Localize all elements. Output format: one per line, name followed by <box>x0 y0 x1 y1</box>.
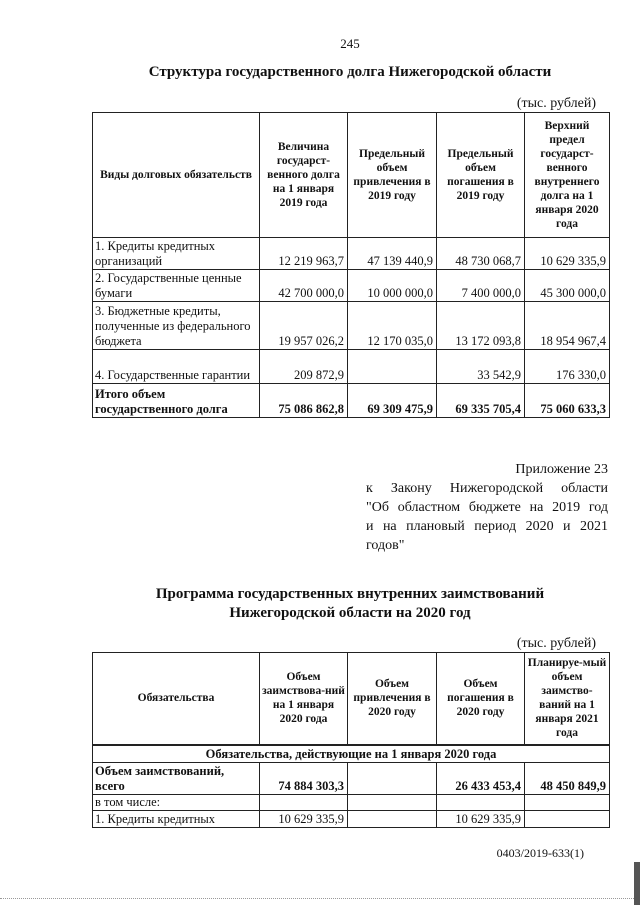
cell-value <box>348 350 437 384</box>
cell-value: 47 139 440,9 <box>348 238 437 270</box>
cell-value <box>525 811 610 828</box>
cell-value: 209 872,9 <box>260 350 348 384</box>
cell-value: 12 170 035,0 <box>348 302 437 350</box>
scan-artifact <box>0 898 640 905</box>
column-header: Верхний предел государст-венного внутреннего долга на 1 января 2020 года <box>525 113 610 238</box>
scan-edge-artifact <box>634 862 640 905</box>
column-header: Объем заимствова-ний на 1 января 2020 года <box>260 653 348 745</box>
cell-value: 42 700 000,0 <box>260 270 348 302</box>
cell-value: 75 086 862,8 <box>260 384 348 418</box>
row-label: 3. Бюджетные кредиты, полученные из федерального бюджета <box>93 302 260 350</box>
document-code: 0403/2019-633(1) <box>496 846 584 860</box>
appendix-line: "Об областном бюджете на 2019 год <box>366 500 608 515</box>
cell-value: 7 400 000,0 <box>437 270 525 302</box>
table-row <box>93 270 610 302</box>
table2-title-line2: Нижегородской области на 2020 год <box>229 605 471 621</box>
cell-value: 18 954 967,4 <box>525 302 610 350</box>
cell-value: 13 172 093,8 <box>437 302 525 350</box>
table-header-row <box>93 653 610 745</box>
cell-value: 74 884 303,3 <box>260 763 348 795</box>
row-label: 2. Государственные ценные бумаги <box>93 270 260 302</box>
appendix-line: и на плановый период 2020 и 2021 <box>366 519 608 534</box>
cell-value <box>348 795 437 811</box>
page-number: 245 <box>340 36 360 51</box>
cell-value: 10 629 335,9 <box>525 238 610 270</box>
cell-value: 12 219 963,7 <box>260 238 348 270</box>
table2-unit: (тыс. рублей) <box>516 636 596 651</box>
row-label: 4. Государственные гарантии <box>93 350 260 384</box>
table1-title: Структура государственного долга Нижегородской области <box>148 64 552 80</box>
table2-title-line1: Программа государственных внутренних заимствований <box>155 586 545 602</box>
cell-value: 33 542,9 <box>437 350 525 384</box>
row-label: Итого объем государственного долга <box>93 384 260 418</box>
table-row <box>93 350 610 384</box>
cell-value <box>348 811 437 828</box>
row-label: 1. Кредиты кредитных организаций <box>93 238 260 270</box>
column-header: Обязательства <box>93 653 260 745</box>
cell-value <box>348 763 437 795</box>
appendix-note <box>366 460 608 555</box>
borrowing-program-table <box>92 652 610 828</box>
cell-value <box>437 795 525 811</box>
table-row <box>93 811 610 828</box>
column-header: Величина государст-венного долга на 1 января 2019 года <box>260 113 348 238</box>
appendix-line: годов" <box>366 538 405 553</box>
row-label: в том числе: <box>93 795 260 811</box>
cell-value: 69 335 705,4 <box>437 384 525 418</box>
cell-value: 26 433 453,4 <box>437 763 525 795</box>
row-label: Объем заимствований, всего <box>93 763 260 795</box>
column-header: Планируе-мый объем заимство-ваний на 1 января 2021 года <box>525 653 610 745</box>
column-header: Объем привлечения в 2020 году <box>348 653 437 745</box>
column-header: Виды долговых обязательств <box>93 113 260 238</box>
cell-value: 10 629 335,9 <box>260 811 348 828</box>
table1-unit: (тыс. рублей) <box>516 96 596 111</box>
cell-value: 75 060 633,3 <box>525 384 610 418</box>
table-row <box>93 763 610 795</box>
cell-value: 10 629 335,9 <box>437 811 525 828</box>
cell-value: 19 957 026,2 <box>260 302 348 350</box>
column-header: Объем погашения в 2020 году <box>437 653 525 745</box>
cell-value: 10 000 000,0 <box>348 270 437 302</box>
table-header-row <box>93 113 610 238</box>
row-label: 1. Кредиты кредитных <box>93 811 260 828</box>
column-header: Предельный объем привлечения в 2019 году <box>348 113 437 238</box>
cell-value <box>260 795 348 811</box>
cell-value: 48 730 068,7 <box>437 238 525 270</box>
section-row <box>93 745 610 763</box>
column-header: Предельный объем погашения в 2019 году <box>437 113 525 238</box>
cell-value: 45 300 000,0 <box>525 270 610 302</box>
cell-value: 176 330,0 <box>525 350 610 384</box>
cell-value <box>525 795 610 811</box>
cell-value: 69 309 475,9 <box>348 384 437 418</box>
table-row <box>93 302 610 350</box>
appendix-line: к Закону Нижегородской области <box>366 481 608 496</box>
appendix-line: Приложение 23 <box>515 462 608 477</box>
debt-structure-table <box>92 112 610 418</box>
table-row <box>93 238 610 270</box>
cell-value: 48 450 849,9 <box>525 763 610 795</box>
table-row <box>93 795 610 811</box>
total-row <box>93 384 610 418</box>
section-heading: Обязательства, действующие на 1 января 2020 года <box>93 745 610 763</box>
